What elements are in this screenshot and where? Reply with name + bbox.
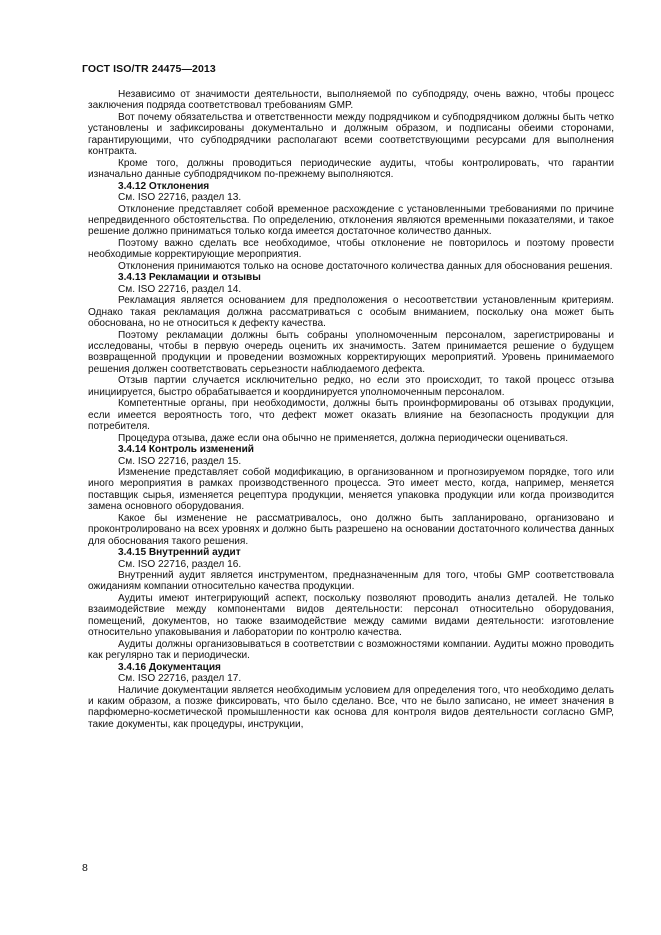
page-number: 8: [82, 862, 88, 874]
paragraph: Компетентные органы, при необходимости, должны быть проинформированы об отзывах продукции, если имеется вероятность того, что дефект может оказать влияние на безопасность продукции для потребителя.: [88, 398, 614, 433]
section-reference: См. ISO 22716, раздел 13.: [118, 192, 242, 204]
document-header: ГОСТ ISO/TR 24475—2013: [82, 63, 216, 75]
paragraph: Отклонения принимаются только на основе достаточного количества данных для обоснования решения.: [118, 260, 613, 272]
section-heading-complaints: 3.4.13 Рекламации и отзывы: [118, 272, 261, 284]
section-reference: См. ISO 22716, раздел 14.: [118, 283, 242, 295]
section-heading-documentation: 3.4.16 Документация: [118, 661, 221, 673]
section-reference: См. ISO 22716, раздел 15.: [118, 455, 242, 467]
paragraph: Внутренний аудит является инструментом, предназначенным для того, чтобы GMP соответствовала ожиданиям компании относительно качества продукции.: [88, 570, 614, 593]
paragraph: Поэтому рекламации должны быть собраны уполномоченным персоналом, зарегистрированы и исследованы, чтобы в первую очередь оценить их значимость. Затем принимается решение о будущем возвращенной продукции и проведении возможных корректирующих мероприятий. Уровень принимаемого решения должен соответствовать серьезности наблюдаемого дефекта.: [88, 329, 614, 375]
paragraph: Отзыв партии случается исключительно редко, но если это происходит, то такой процесс отзыва инициируется, быстро обрабатывается и координируется уполномоченным персоналом.: [88, 375, 614, 398]
section-reference: См. ISO 22716, раздел 17.: [118, 673, 242, 685]
paragraph: Процедура отзыва, даже если она обычно не применяется, должна периодически оцениваться.: [118, 432, 569, 444]
paragraph: Независимо от значимости деятельности, выполняемой по субподряду, очень важно, чтобы процесс заключения подряда соответствовал требованиям GMP.: [88, 89, 614, 112]
paragraph: Поэтому важно сделать все необходимое, чтобы отклонение не повторилось и поэтому провести необходимые корректирующие мероприятия.: [88, 237, 614, 261]
paragraph: Наличие документации является необходимым условием для определения того, что необходимо делать и каким образом, а позже фиксировать, что было сделано. Все, что не было записано, не имеет значения в парфюмерно-косметической промышленности как основа для контроля видов деятельности согласно GMP, такие документы, как процедуры, инструкции,: [88, 684, 614, 730]
paragraph: Рекламация является основанием для предположения о несоответствии установленным критериям. Однако такая рекламация должна рассматриваться с особым вниманием, поскольку она может быть обоснована, но не относиться к дефекту качества.: [88, 295, 614, 330]
paragraph: Отклонение представляет собой временное расхождение с установленными требованиями по причине непредвиденного обстоятельства. По определению, отклонения являются временными показателями, и такое решение должно приниматься только когда имеется достаточное количество данных.: [88, 203, 614, 238]
paragraph: Кроме того, должны проводиться периодические аудиты, чтобы контролировать, что гарантии изначально данные субподрядчиком по-прежнему выполняются.: [88, 157, 614, 181]
section-reference: См. ISO 22716, раздел 16.: [118, 558, 242, 570]
section-heading-deviations: 3.4.12 Отклонения: [118, 180, 210, 192]
section-heading-change-control: 3.4.14 Контроль изменений: [118, 444, 255, 456]
paragraph: Аудиты имеют интегрирующий аспект, поскольку позволяют проводить анализ деталей. Не только взаимодействие между компонентами видов деятельности: персонал относительно оборудования, помещений, документов, но также взаимодействие между самими видами деятельности: изготовление относительно упаковывания и лаборатории по контролю качества.: [88, 592, 614, 639]
paragraph: Какое бы изменение не рассматривалось, оно должно быть запланировано, организовано и проконтролировано на всех уровнях и должно быть разрешено на основании достаточного количества данных для обоснования такого решения.: [88, 512, 614, 547]
paragraph: Изменение представляет собой модификацию, в организованном и прогнозируемом порядке, того или иного мероприятия в рамках производственного процесса. Это имеет место, когда, например, меняется поставщик сырья, изменяется рецептура продукции, меняется упаковка продукции или когда производится замена основного оборудования.: [88, 466, 614, 513]
document-body: [88, 89, 614, 730]
paragraph: Аудиты должны организовываться в соответствии с возможностями компании. Аудиты можно проводить как регулярно так и периодически.: [88, 638, 614, 662]
paragraph: Вот почему обязательства и ответственности между подрядчиком и субподрядчиком должны быть четко установлены и зафиксированы документально и должным образом, и подписаны обеими сторонами, гарантирующими, что субподрядчики располагают всеми соответствующими ресурсами для выполнения контракта.: [88, 111, 614, 158]
section-heading-internal-audit: 3.4.15 Внутренний аудит: [118, 547, 241, 559]
